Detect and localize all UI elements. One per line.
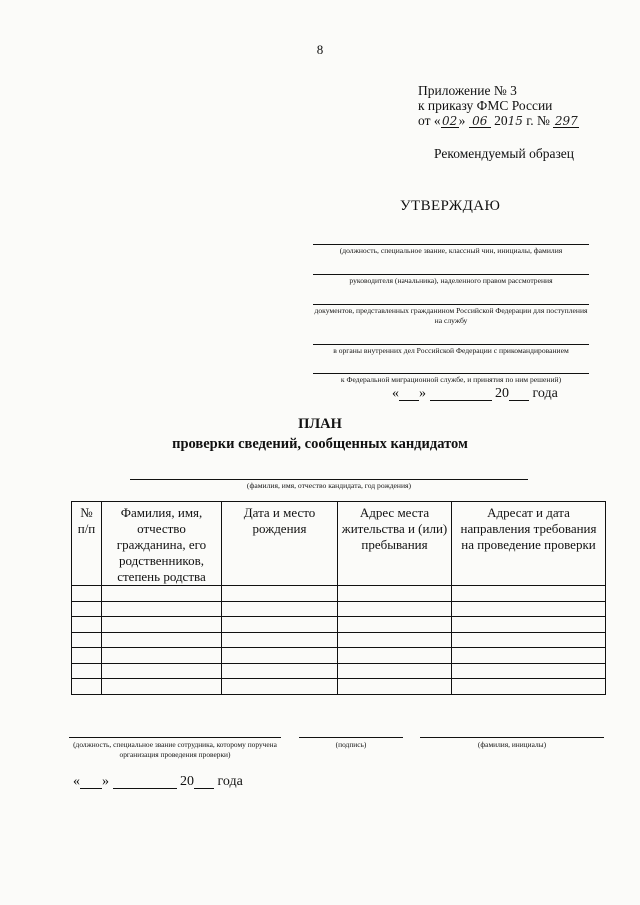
- plan-subtitle: проверки сведений, сообщенных кандидатом: [172, 436, 468, 452]
- approve-date: « » 20 года: [392, 386, 558, 401]
- table-cell: [72, 648, 102, 664]
- table-cell: [222, 663, 338, 679]
- name-caption: (фамилия, инициалы): [477, 740, 547, 749]
- annex-title: Приложение № 3: [418, 83, 517, 98]
- bottom-year-blank: [194, 776, 214, 789]
- table-cell: [222, 617, 338, 633]
- bottom-date: « » 20 года: [73, 774, 243, 789]
- position-caption: (должность, специальное звание сотрудника, которому поручена организация проведения проверки): [73, 740, 277, 759]
- signature-caption: (подпись): [335, 740, 367, 749]
- approve-month-blank: [430, 388, 492, 401]
- approver-line-5: [313, 373, 589, 374]
- table-cell: [222, 648, 338, 664]
- table-cell: [338, 632, 452, 648]
- table-row: [72, 632, 606, 648]
- bottom-day-blank: [80, 776, 102, 789]
- plan-title: ПЛАН: [298, 416, 342, 432]
- position-line: [69, 737, 281, 738]
- table-row: [72, 679, 606, 695]
- name-line: [420, 737, 604, 738]
- approver-line-3: [313, 304, 589, 305]
- col-birth-header: Дата и место рождения: [222, 502, 338, 586]
- table-cell: [338, 648, 452, 664]
- table-cell: [338, 617, 452, 633]
- verification-table: [71, 501, 606, 695]
- bottom-month-blank: [113, 776, 177, 789]
- handwritten-year: 15: [507, 114, 523, 128]
- table-cell: [338, 586, 452, 602]
- table-cell: [102, 601, 222, 617]
- candidate-line: [130, 479, 528, 480]
- approver-caption-4: в органы внутренних дел Российской Федерации с прикомандированием: [333, 346, 569, 355]
- table-cell: [72, 586, 102, 602]
- table-cell: [338, 679, 452, 695]
- approver-caption-1: (должность, специальное звание, классный чин, инициалы, фамилия: [339, 246, 563, 255]
- page-number: 8: [316, 42, 324, 57]
- signature-line: [299, 737, 403, 738]
- col-name-header: Фамилия, имя, отчество гражданина, его родственников, степень родства: [102, 502, 222, 586]
- table-cell: [102, 586, 222, 602]
- table-header-row: [72, 502, 606, 586]
- approve-year-blank: [509, 388, 529, 401]
- handwritten-month: 06: [469, 115, 491, 128]
- table-row: [72, 601, 606, 617]
- approver-caption-3: документов, представленных гражданином Российской Федерации для поступления на службу: [314, 306, 588, 325]
- table-cell: [452, 601, 606, 617]
- approver-line-4: [313, 344, 589, 345]
- table-cell: [222, 632, 338, 648]
- table-cell: [452, 648, 606, 664]
- table-cell: [222, 601, 338, 617]
- col-address-header: Адрес места жительства и (или) пребывания: [338, 502, 452, 586]
- table-cell: [222, 586, 338, 602]
- table-row: [72, 663, 606, 679]
- approver-caption-5: к Федеральной миграционной службе, и принятия по ним решений): [340, 375, 562, 384]
- approve-day-blank: [399, 388, 419, 401]
- table-cell: [102, 679, 222, 695]
- table-cell: [222, 679, 338, 695]
- table-cell: [102, 632, 222, 648]
- table-cell: [102, 648, 222, 664]
- table-cell: [452, 663, 606, 679]
- table-row: [72, 648, 606, 664]
- approver-line-1: [313, 244, 589, 245]
- table-cell: [338, 601, 452, 617]
- col-addressee-header: Адресат и дата направления требования на проведение проверки: [452, 502, 606, 586]
- annex-order-ref: к приказу ФМС России: [418, 98, 553, 113]
- table-cell: [72, 601, 102, 617]
- table-cell: [452, 586, 606, 602]
- handwritten-day: 02: [441, 114, 458, 128]
- table-cell: [452, 632, 606, 648]
- handwritten-order-number: 297: [554, 114, 578, 128]
- annex-order-date: от «02» 06 2015 г. № 297: [418, 113, 578, 128]
- approve-heading: УТВЕРЖДАЮ: [400, 198, 501, 214]
- table-cell: [102, 663, 222, 679]
- table-cell: [452, 679, 606, 695]
- table-row: [72, 617, 606, 633]
- table-cell: [452, 617, 606, 633]
- table-cell: [102, 617, 222, 633]
- approver-line-2: [313, 274, 589, 275]
- table-cell: [72, 617, 102, 633]
- table-cell: [72, 632, 102, 648]
- table-cell: [338, 663, 452, 679]
- table-cell: [72, 679, 102, 695]
- candidate-caption: (фамилия, имя, отчество кандидата, год рождения): [246, 481, 412, 490]
- col-number-header: № п/п: [72, 502, 102, 586]
- table-row: [72, 586, 606, 602]
- table-cell: [72, 663, 102, 679]
- approver-caption-2: руководителя (начальника), наделенного правом рассмотрения: [349, 276, 553, 285]
- annex-header: [418, 83, 579, 129]
- recommended-sample-label: Рекомендуемый образец: [434, 146, 575, 161]
